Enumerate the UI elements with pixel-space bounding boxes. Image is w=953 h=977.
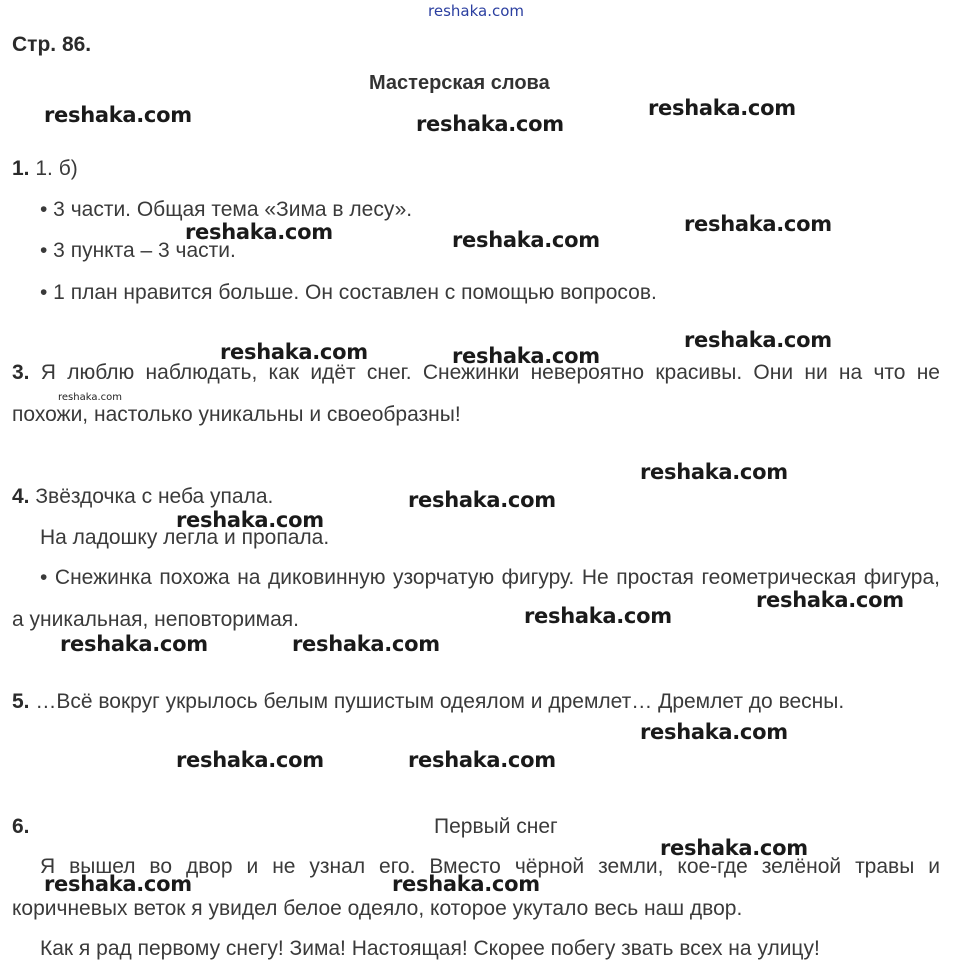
watermark: reshaka.com [392,872,540,896]
task6-title: Первый снег [434,815,558,838]
watermark-small: reshaka.com [58,392,122,403]
watermark: reshaka.com [408,488,556,512]
task1-bullet-1: • 3 части. Общая тема «Зима в лесу». [40,198,413,221]
watermark: reshaka.com [684,328,832,352]
task1-answer: 1. б) [35,157,78,180]
task1-bullet-2: • 3 пункта – 3 части. [40,239,236,262]
watermark: reshaka.com [416,112,564,136]
watermark: reshaka.com [60,632,208,656]
watermark: reshaka.com [220,340,368,364]
watermark: reshaka.com [44,103,192,127]
task4-bullet: • Снежинка похожа на диковинную узорчатую фигуру. Не простая геометрическая фигура, а уникальная, неповторимая. [12,566,940,631]
page-reference: Стр. 86. [12,33,92,56]
task6-paragraph-1: Я вышел во двор и не узнал его. Вместо чёрной земли, кое-где зелёной травы и коричневых веток я увидел белое одеяло, которое укутало весь наш двор. [12,855,940,920]
task4-poem-line-1: Звёздочка с неба упала. [35,485,274,508]
watermark: reshaka.com [408,748,556,772]
task4-line-1 [12,485,273,509]
watermark: reshaka.com [684,212,832,236]
watermark: reshaka.com [660,836,808,860]
task6-paragraph-2: Как я рад первому снегу! Зима! Настоящая! Скорее побегу звать всех на улицу! [40,937,820,960]
watermark: reshaka.com [176,508,324,532]
watermark: reshaka.com [292,632,440,656]
task3-number: 3. [12,361,30,384]
task5-text: …Всё вокруг укрылось белым пушистым одеялом и дремлет… Дремлет до весны. [35,690,845,713]
watermark: reshaka.com [452,344,600,368]
task5-number: 5. [12,690,30,713]
watermark: reshaka.com [176,748,324,772]
task1-bullet-3: • 1 план нравится больше. Он составлен с помощью вопросов. [40,281,657,304]
watermark: reshaka.com [44,872,192,896]
task1-number: 1. [12,157,30,180]
watermark-top: reshaka.com [428,2,524,20]
task3-text: Я люблю наблюдать, как идёт снег. Снежинки невероятно красивы. Они ни на что не похожи, настолько уникальны и своеобразны! [12,361,940,426]
task6-number: 6. [12,815,30,838]
watermark: reshaka.com [524,604,672,628]
watermark: reshaka.com [648,96,796,120]
task4-number: 4. [12,485,30,508]
task1-block [12,157,78,181]
watermark: reshaka.com [185,220,333,244]
section-title: Мастерская слова [369,72,550,94]
watermark: reshaka.com [640,720,788,744]
watermark: reshaka.com [640,460,788,484]
task4-poem-line-2: На ладошку легла и пропала. [40,526,330,549]
watermark: reshaka.com [756,588,904,612]
watermark: reshaka.com [452,228,600,252]
task5-paragraph [12,681,940,723]
